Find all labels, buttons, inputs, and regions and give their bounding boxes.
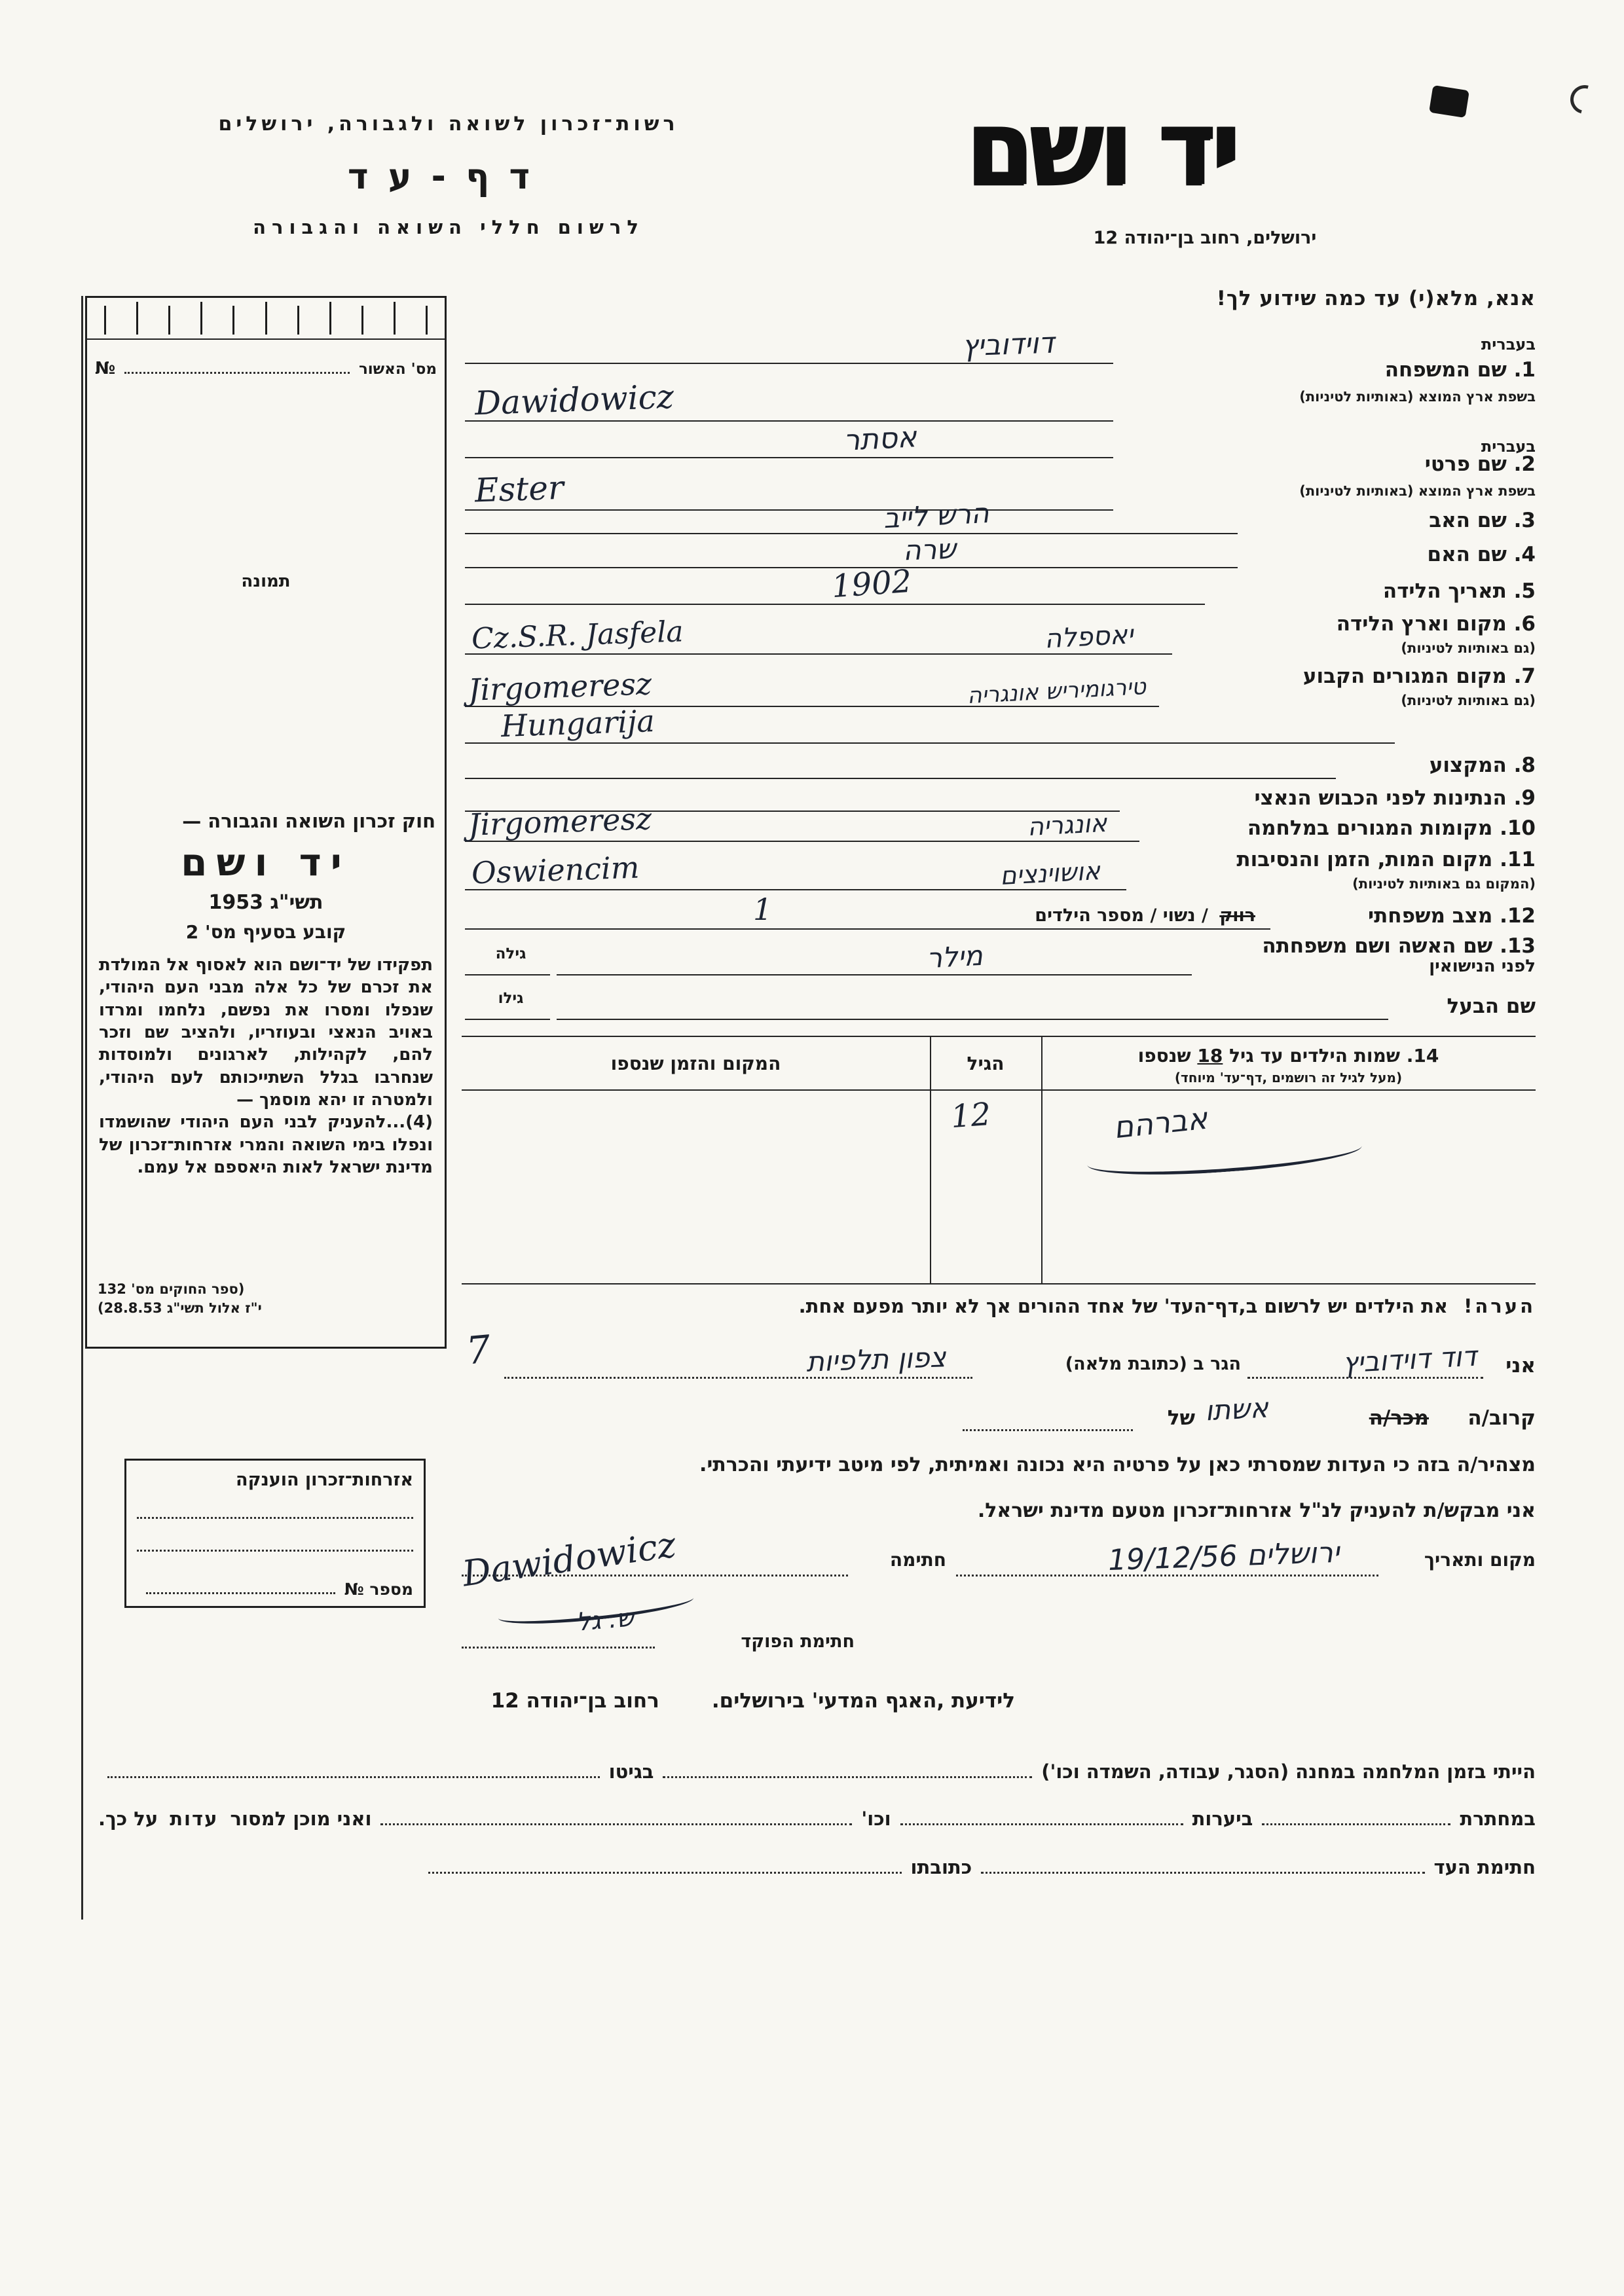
children-table-header-border	[462, 1089, 1536, 1091]
camp-line	[663, 1776, 1032, 1778]
ghetto-line	[107, 1776, 600, 1778]
approval-number-line	[124, 372, 350, 374]
handwritten-clerk-signature: ש. גל	[575, 1603, 636, 1637]
left-margin-rule	[81, 296, 83, 1920]
field-11-line	[465, 849, 1126, 891]
law-body	[99, 954, 433, 1178]
underground-label: במחתרת	[1460, 1808, 1536, 1831]
witness-signature-row	[419, 1848, 1536, 1879]
ready-to-testify-text	[98, 1808, 371, 1831]
field-1-hebrew-label: בעברית	[1481, 335, 1536, 354]
witness-address-line	[428, 1872, 902, 1874]
handwritten-father-name: הרש לייב	[882, 496, 990, 535]
handwritten-first-name-hebrew: אסתר	[843, 420, 918, 458]
field-5-label: 5. תאריך הלידה	[1382, 579, 1536, 603]
form-subtitle: לרשום חללי השואה והגבורה	[253, 216, 644, 238]
handwritten-war-residence-latin: Jirgomeresz	[468, 801, 653, 843]
children-note	[462, 1295, 1536, 1317]
handwritten-house-number: 7	[464, 1326, 492, 1374]
children-names-header	[1048, 1045, 1529, 1066]
citizenship-line-2	[137, 1550, 413, 1552]
field-10-line	[465, 801, 1139, 843]
citizenship-title: אזרחות־זכרון הוענקה	[236, 1470, 413, 1490]
handwritten-first-name-latin: Ester	[474, 468, 564, 510]
field-7-line	[465, 666, 1159, 710]
field-4-label: 4. שם האם	[1427, 543, 1536, 566]
declaration-statement-2: אני מבקש/ת להעניק לנ"ל אזרחות־זכרון מטעם מדינת ישראל.	[977, 1499, 1536, 1522]
husband-age-label: גילו	[498, 990, 524, 1007]
science-branch-title	[452, 1689, 1015, 1713]
office-address: ירושלים, רחוב בן־יהודה 12	[1093, 228, 1317, 248]
handwritten-death-place-hebrew: אושוינצים	[999, 856, 1101, 890]
sidebar-box	[85, 296, 447, 1349]
handwritten-residence-country: Hungarija	[500, 702, 655, 744]
law-year: תשי"ג 1953	[208, 891, 323, 914]
declarant-address-label: הגר ב (כתובת מלאה)	[1065, 1354, 1241, 1374]
handwritten-family-name-hebrew: דוידוביץ	[961, 326, 1055, 363]
relation-label: קרוב/ה	[1467, 1406, 1536, 1430]
handwritten-war-residence-hebrew: אונגריה	[1026, 808, 1108, 842]
field-7-label: 7. מקום המגורים הקבוע	[1302, 665, 1536, 688]
field-13-line	[557, 941, 1192, 975]
field-4-line	[465, 534, 1238, 568]
handwritten-declarant-name: דוד דוידוביץ	[1341, 1339, 1478, 1379]
field-1-label: 1. שם המשפחה	[1384, 358, 1536, 382]
forests-line	[900, 1823, 1183, 1825]
numero-sign: №	[95, 358, 116, 378]
witness-signature-label: חתימת העד	[1433, 1856, 1536, 1879]
field-1-origin-label: בשפת ארץ המוצא (באותיות לטיניות)	[1299, 389, 1536, 405]
handwritten-birth-place-latin: Cz.S.R. Jasfela	[471, 615, 684, 656]
etc-label: וכו'	[861, 1808, 891, 1831]
handwritten-mother-name: שרה	[902, 532, 957, 567]
field-12-label: 12. מצב משפחתי	[1367, 904, 1536, 928]
field-6-label2: (גם באותיות לטיניות)	[1401, 640, 1536, 656]
handwritten-child-age: 12	[950, 1095, 992, 1136]
declarant-name-line	[1247, 1339, 1483, 1379]
law-body-text-2: (4)...להעניק לבני העם היהודי שהושמדו ונפלו בימי השואה והמרי אזרחות־זכרון של מדינת ישראל לאות היאספם אל עמם.	[99, 1112, 433, 1177]
field-2-hebrew-label: בעברית	[1481, 437, 1536, 456]
form-title: דף-עד	[347, 156, 550, 197]
field-8-label: 8. המקצוע	[1429, 754, 1536, 777]
husband-age-line	[465, 986, 550, 1020]
etc-line	[380, 1823, 852, 1825]
form-instruction: אנא, מלא(י) עד כמה שידוע לך!	[1216, 287, 1536, 310]
camp-label: הייתי בזמן המלחמה במחנה (הסגר, עבודה, השמדה וכו')	[1041, 1760, 1536, 1783]
declarant-i-label: אני	[1505, 1354, 1536, 1377]
place-date-label: מקום ותאריך	[1424, 1549, 1536, 1571]
ready-post: על כך.	[98, 1808, 158, 1831]
field-2-hebrew-line	[465, 420, 1113, 458]
wife-age-line	[465, 941, 550, 975]
handwritten-residence-latin: Jirgomeresz	[468, 666, 653, 708]
handwritten-place-date: ירושלים 19/12/56	[1107, 1535, 1340, 1578]
declaration-statement-1: מצהיר/ה בזה כי העדות שמסרתי כאן על פרטיה היא נכונה ואמיתית, לפי מיטב ידיעתי והכרתי.	[699, 1453, 1536, 1476]
underground-row	[98, 1799, 1536, 1831]
field-12-line	[465, 892, 1270, 930]
relation-of-label: של	[1167, 1406, 1195, 1430]
field-6-label: 6. מקום וארץ הלידה	[1336, 612, 1536, 636]
tally-marks	[87, 298, 445, 340]
field-2-origin-label: בשפת ארץ המוצא (באותיות לטיניות)	[1299, 483, 1536, 499]
signature-line	[460, 1523, 848, 1595]
relation-acquaintance-struck: מכר/ה	[1369, 1406, 1429, 1430]
handwritten-relation: אשתו	[1204, 1391, 1270, 1427]
field-6-line	[465, 615, 1172, 656]
camp-ghetto-row	[98, 1752, 1536, 1783]
field-1-hebrew-line	[465, 326, 1113, 364]
children-table-divider-right	[1041, 1036, 1043, 1283]
science-branch-title-main: לידיעת ,האגף המדעי' בירושלים.	[711, 1689, 1015, 1713]
children-names-header-pre: 14. שמות הילדים עד גיל	[1229, 1045, 1439, 1066]
signature-label: חתימה	[889, 1549, 946, 1571]
authority-name: רשות־זכרון לשואה ולגבורה, ירושלים	[218, 113, 679, 136]
marital-options	[1035, 905, 1261, 926]
handwritten-residence-heb: טירגומיריש אונגריה	[966, 673, 1147, 710]
handwritten-declarant-address: צפון תלפיות	[805, 1341, 947, 1378]
husband-name-line	[557, 986, 1388, 1020]
ghetto-label: בגיטו	[608, 1760, 654, 1783]
handwritten-child-name: אברהם	[1111, 1100, 1209, 1146]
approval-number-label: מס' האשור	[358, 361, 437, 378]
scan-artifact-squiggle	[1565, 80, 1604, 119]
yad-vashem-logo	[950, 77, 1251, 218]
children-table-top-border	[462, 1036, 1536, 1037]
science-branch-title-address: רחוב בן־יהודה 12	[490, 1689, 659, 1713]
field-13-label: 13. שם האשה ושם משפחתה	[1262, 934, 1536, 958]
scan-artifact-blob	[1429, 85, 1469, 118]
children-names-header-age-limit: 18	[1197, 1045, 1223, 1066]
husband-name-label: שם הבעל	[1447, 994, 1536, 1018]
citizenship-number-line	[146, 1592, 335, 1594]
citizenship-box	[124, 1459, 426, 1608]
field-9-label: 9. הנתינות לפני הכבוש הנאצי	[1254, 786, 1536, 810]
law-title: חוק זכרון השואה והגבורה —	[182, 810, 435, 832]
approval-number-row	[95, 349, 437, 379]
citizenship-number-label: מספר №	[344, 1580, 413, 1599]
field-3-label: 3. שם האב	[1429, 509, 1536, 532]
witness-address-label: כתובתו	[910, 1856, 972, 1879]
photo-label: תמונה	[241, 572, 291, 591]
law-body-text: תפקידו של יד־ושם הוא לאסוף אל המולדת את זכרם של כל אלה מבני העם היהודי, שנפלו ומסרו את נפשם, נלחמו ומרדו באויב הנאצי ובעוזריו, ולהציב שם וזכר להם, לקהילות, לארגונים ולמוסדות שנחרבו בגלל השתייכותם לעם היהודי, ולמטרה זו יהא מוסמך —	[99, 955, 433, 1110]
marital-options-rest: / נשוי / מספר הילדים	[1035, 905, 1208, 926]
children-table-bottom-border	[462, 1283, 1536, 1285]
children-names-header-post: שנספו	[1137, 1045, 1191, 1066]
field-13-label2: לפני הנישואין	[1429, 957, 1536, 976]
relation-line	[963, 1397, 1133, 1431]
handwritten-children-count: 1	[753, 892, 773, 927]
children-names-header-sub: (מעל לגיל זה רושמים ,דף־עד' מיוחד)	[1174, 1070, 1403, 1085]
children-note-text: את הילדים יש לרשום ב,דף־העד' של אחד ההורים אך לא יותר מפעם אחת.	[798, 1295, 1449, 1317]
field-5-line	[465, 562, 1205, 606]
law-footnote-line2: י"ז אלול תשי"ג 28.8.53)	[98, 1300, 262, 1317]
field-11-label2: (המקום גם באותיות לטיניות)	[1352, 876, 1536, 892]
law-logo-text: יד ושם	[181, 840, 351, 884]
children-place-header: המקום והזמן שנספו	[610, 1053, 781, 1074]
citizenship-number-row	[137, 1573, 413, 1599]
witness-signature-line	[981, 1872, 1424, 1874]
field-10-label: 10. מקומות המגורים במלחמה	[1247, 816, 1536, 840]
field-1-latin-line	[465, 377, 1113, 423]
forests-label: ביערות	[1192, 1808, 1253, 1831]
handwritten-birth-date: 1902	[830, 562, 913, 606]
clerk-signature-label: חתימת הפוקד	[741, 1631, 855, 1652]
field-7-line-2	[465, 702, 1395, 744]
handwritten-birth-place-hebrew: יאספלה	[1043, 619, 1134, 655]
ready-emphasis: עדות	[170, 1808, 219, 1831]
handwritten-death-place-latin: Oswiencim	[471, 849, 640, 891]
law-footnote	[98, 1280, 434, 1319]
handwritten-signature: Dawidowicz	[460, 1523, 679, 1595]
field-3-line	[465, 496, 1238, 535]
handwritten-wife-maiden-name: מילר	[925, 939, 984, 975]
clerk-signature-line	[462, 1614, 655, 1649]
wife-age-label: גילה	[495, 945, 526, 962]
place-date-line	[956, 1535, 1378, 1578]
children-note-label: הערה!	[1464, 1295, 1536, 1317]
field-11-label: 11. מקום המות, הזמן והנסיבות	[1236, 848, 1536, 871]
declarant-address-line	[504, 1341, 972, 1379]
marital-option-single-struck: רווק	[1219, 905, 1255, 926]
yad-vashem-logo-text: יד ושם	[965, 86, 1236, 209]
handwritten-family-name-latin: Dawidowicz	[474, 377, 674, 423]
law-footnote-line1: (ספר החוקים מס' 132	[98, 1281, 245, 1297]
ready-pre: ואני מוכן למסור	[230, 1808, 372, 1831]
field-7-label2: (גם באותיות לטיניות)	[1401, 693, 1536, 708]
citizenship-line-1	[137, 1517, 413, 1519]
law-clause: קובע בסעיף מס' 2	[185, 921, 346, 943]
field-2-label: 2. שם פרטי	[1424, 452, 1536, 476]
underground-line	[1262, 1823, 1450, 1825]
field-8-line	[465, 745, 1336, 779]
children-age-header: הגיל	[967, 1053, 1005, 1074]
